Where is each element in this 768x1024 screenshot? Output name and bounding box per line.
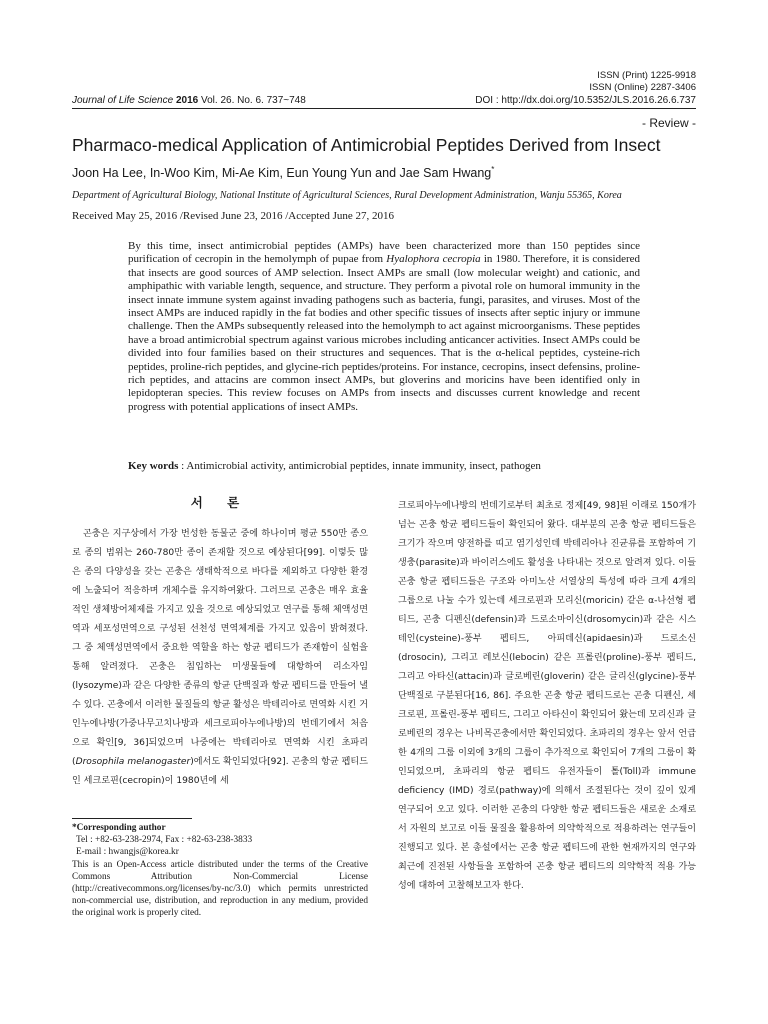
abstract-part-2: in 1980. Therefore, it is considered that insects are good sources of AMP selection. Insect AMPs are small (low molecular weight) and cationic, and amphipathic with variable length, sequence, and structure. They perform a pivotal role on humoral immunity in the insect innate immune system against invading pathogens such as bacteria, fungi, parasites, and viruses. Most of the insect AMPs are induced rapidly in the fat bodies and other specific tissues of insects after septic injury or immune challenge. Then the AMPs subsequently released into the hemolymph to act against microorganisms. These peptides have a broad antimicrobial spectrum against various microbes including anticancer activities. Insect AMPs could be divided into four families based on their structures and sequences. That is the α-helical peptides, cysteine-rich peptides, proline-rich peptides, and glycine-rich peptides/proteins. For instance, cecropins, insect defensins, proline-rich peptides, and attacins are common insect AMPs, but gloverins and moricins have been identified only in lepidopteran species. This review focuses on AMPs from insects and discusses current knowledge and recent progress with potential applications of insect AMPs. [128,253,641,413]
corresponding-email[interactable]: E-mail : hwangjs@korea.kr [76,847,179,858]
journal-header [72,95,696,106]
intro-left-species: Drosophila melanogaster [75,757,191,767]
author-list [72,165,494,180]
article-title: Pharmaco-medical Application of Antimicrobial Peptides Derived from Insect [72,135,661,155]
affiliation: Department of Agricultural Biology, National Institute of Agricultural Sciences, Rural Development Administration, Wanju 55365, Korea [72,190,622,201]
abstract-species: Hyalophora cecropia [386,253,481,266]
body-column-right [398,497,696,896]
intro-paragraph-left [72,525,368,791]
journal-citation [72,95,306,106]
issn-print: ISSN (Print) 1225-9918 [597,70,696,81]
intro-paragraph-right: 크로피아누에나방의 번데기로부터 최초로 정제[49, 98]된 이래로 150개가 넘는 곤충 항균 펩티드들이 확인되어 왔다. 대부분의 곤충 항균 펩티드들은 크기가 작으며 양전하를 띠고 염기성인데 박테리아나 진균류를 포함하여 기생충(parasite)과 바이러스에도 활성을 나타내는 것으로 알려져 있다. 이들 곤충 항균 펩티드들은 구조와 아미노산 서열상의 특성에 따라 크게 4개의 그룹으로 나눌 수가 있는데 세크로핀과 모리신(moricin) 같은 α-나선형 펩티드, 곤충 디펜신(defensin)과 드로소마이신(drosomycin)과 같은 시스테인(cysteine)-풍부 펩티드, 아피데신(apidaesin)과 드로소신(drosocin), 그리고 레보신(lebocin) 같은 프롤린(proline)-풍부 펩티드, 그리고 아타신(attacin)과 글로베린(gloverin) 같은 글리신(glycine)-풍부 단백질로 구분된다[16, 86]. 주요한 곤충 항균 펩티드로는 곤충 디펜신, 세크로핀, 프롤린-풍부 펩티드, 그리고 아타신이 확인되어 왔는데 모리신과 글로베린의 경우는 나비목곤충에서만 확인되었다. 초파리의 경우는 앞서 언급한 4개의 그룹 이외에 3개의 그룹이 추가적으로 확인되어 7개의 그룹이 확인되었으며, 초파리의 항균 펩티드 유전자들이 톨(Toll)과 immune deficiency (IMD) 경로(pathway)에 의해서 조절된다는 것이 깊이 있게 연구되어 오고 있다. 이러한 곤충의 다양한 항균 펩티드들은 새로운 소재로서 자원의 보고로 이들 물질을 활용하여 의약학적으로 적용하려는 연구들이 진행되고 있다. 본 총설에서는 곤충 항균 펩티드에 관한 현재까지의 연구와 최근에 진전된 사항들을 포함하여 곤충 항균 펩티드의 의약학적 적용 가능성에 대하여 고찰해보고자 한다. [398,501,696,891]
header-rule [72,108,696,109]
intro-left-part-1: 곤충은 지구상에서 가장 번성한 동물군 중에 하나이며 평균 550만 종으로 종의 범위는 260-780만 종이 존재할 것으로 예상된다[99]. 이렇듯 많은 종의 다양성을 갖는 곤충은 생태학적으로 바다를 제외하고 다양한 환경에 노출되어 적응하며 개체수를 유지하여왔다. 그러므로 곤충은 매우 효율적인 생체방어체제를 가지고 있을 것으로 예상되었고 연구를 통해 체액성면역과 세포성면역으로 구성된 선천성 면역체계를 가지고 있음이 밝혀졌다. 그 중 체액성면역에서 중요한 역할을 하는 항균 펩티드가 존재함이 실험을 통해 알려졌다. 곤충은 침입하는 미생물들에 대항하여 리소자임(lysozyme)과 같은 다양한 종류의 항균 단백질과 항균 펩티드를 만들어 낼 수 있다. 곤충에서 이러한 물질들의 항균 활성은 박테리아로 면역화 시킨 거인누에나방(가중나무고치나방과 세크로피아누에나방)의 번데기에서 처음으로 확인[9, 36]되었으며 나중에는 박테리아로 면역화 시킨 초파리( [72,529,368,767]
journal-name: Journal of Life Science [72,95,174,106]
keywords-label: Key words [128,460,179,472]
intro-left-part-2: )에서도 확인되었다[92]. 곤충의 항균 펩티드인 세크로핀(cecropin)이 1980년에 세 [72,757,368,786]
abstract [128,240,640,414]
journal-year: 2016 [175,95,199,106]
footnote-rule [72,818,192,819]
corresponding-mark: * [491,165,495,174]
review-tag: - Review - [641,116,696,130]
body-column-left [72,493,368,791]
authors-text: Joon Ha Lee, In-Woo Kim, Mi-Ae Kim, Eun Young Yun and Jae Sam Hwang [72,166,492,181]
keywords-text: Antimicrobial activity, antimicrobial peptides, innate immunity, insect, pathogen [186,460,541,472]
abstract-part-1: By this time, insect antimicrobial peptides (AMPs) have been characterized more than 150 peptides since purification of cecropin in the hemolymph of pupae from [128,240,640,266]
issn-block [589,70,696,94]
keywords-separator: : [178,460,187,472]
corresponding-phone: Tel : +82-63-238-2974, Fax : +82-63-238-3833 [76,835,253,846]
footnote [72,822,368,920]
corresponding-author-heading: *Corresponding author [72,823,166,833]
license-text: This is an Open-Access article distributed under the terms of the Creative Commons Attribution Non-Commercial License (http://creativecommons.org/licenses/by-nc/3.0) which permits unrestricted non-commercial use, distribution, and reproduction in any medium, provided the original work is properly cited. [72,859,368,919]
issn-online: ISSN (Online) 2287-3406 [589,82,696,93]
keywords [128,460,668,472]
journal-volume: Vol. 26. No. 6. 737~748 [200,95,306,106]
received-dates: Received May 25, 2016 /Revised June 23, 2016 /Accepted June 27, 2016 [72,210,394,222]
section-heading-intro: 서 론 [190,495,250,510]
doi-link[interactable]: DOI : http://dx.doi.org/10.5352/JLS.2016.26.6.737 [475,95,696,106]
